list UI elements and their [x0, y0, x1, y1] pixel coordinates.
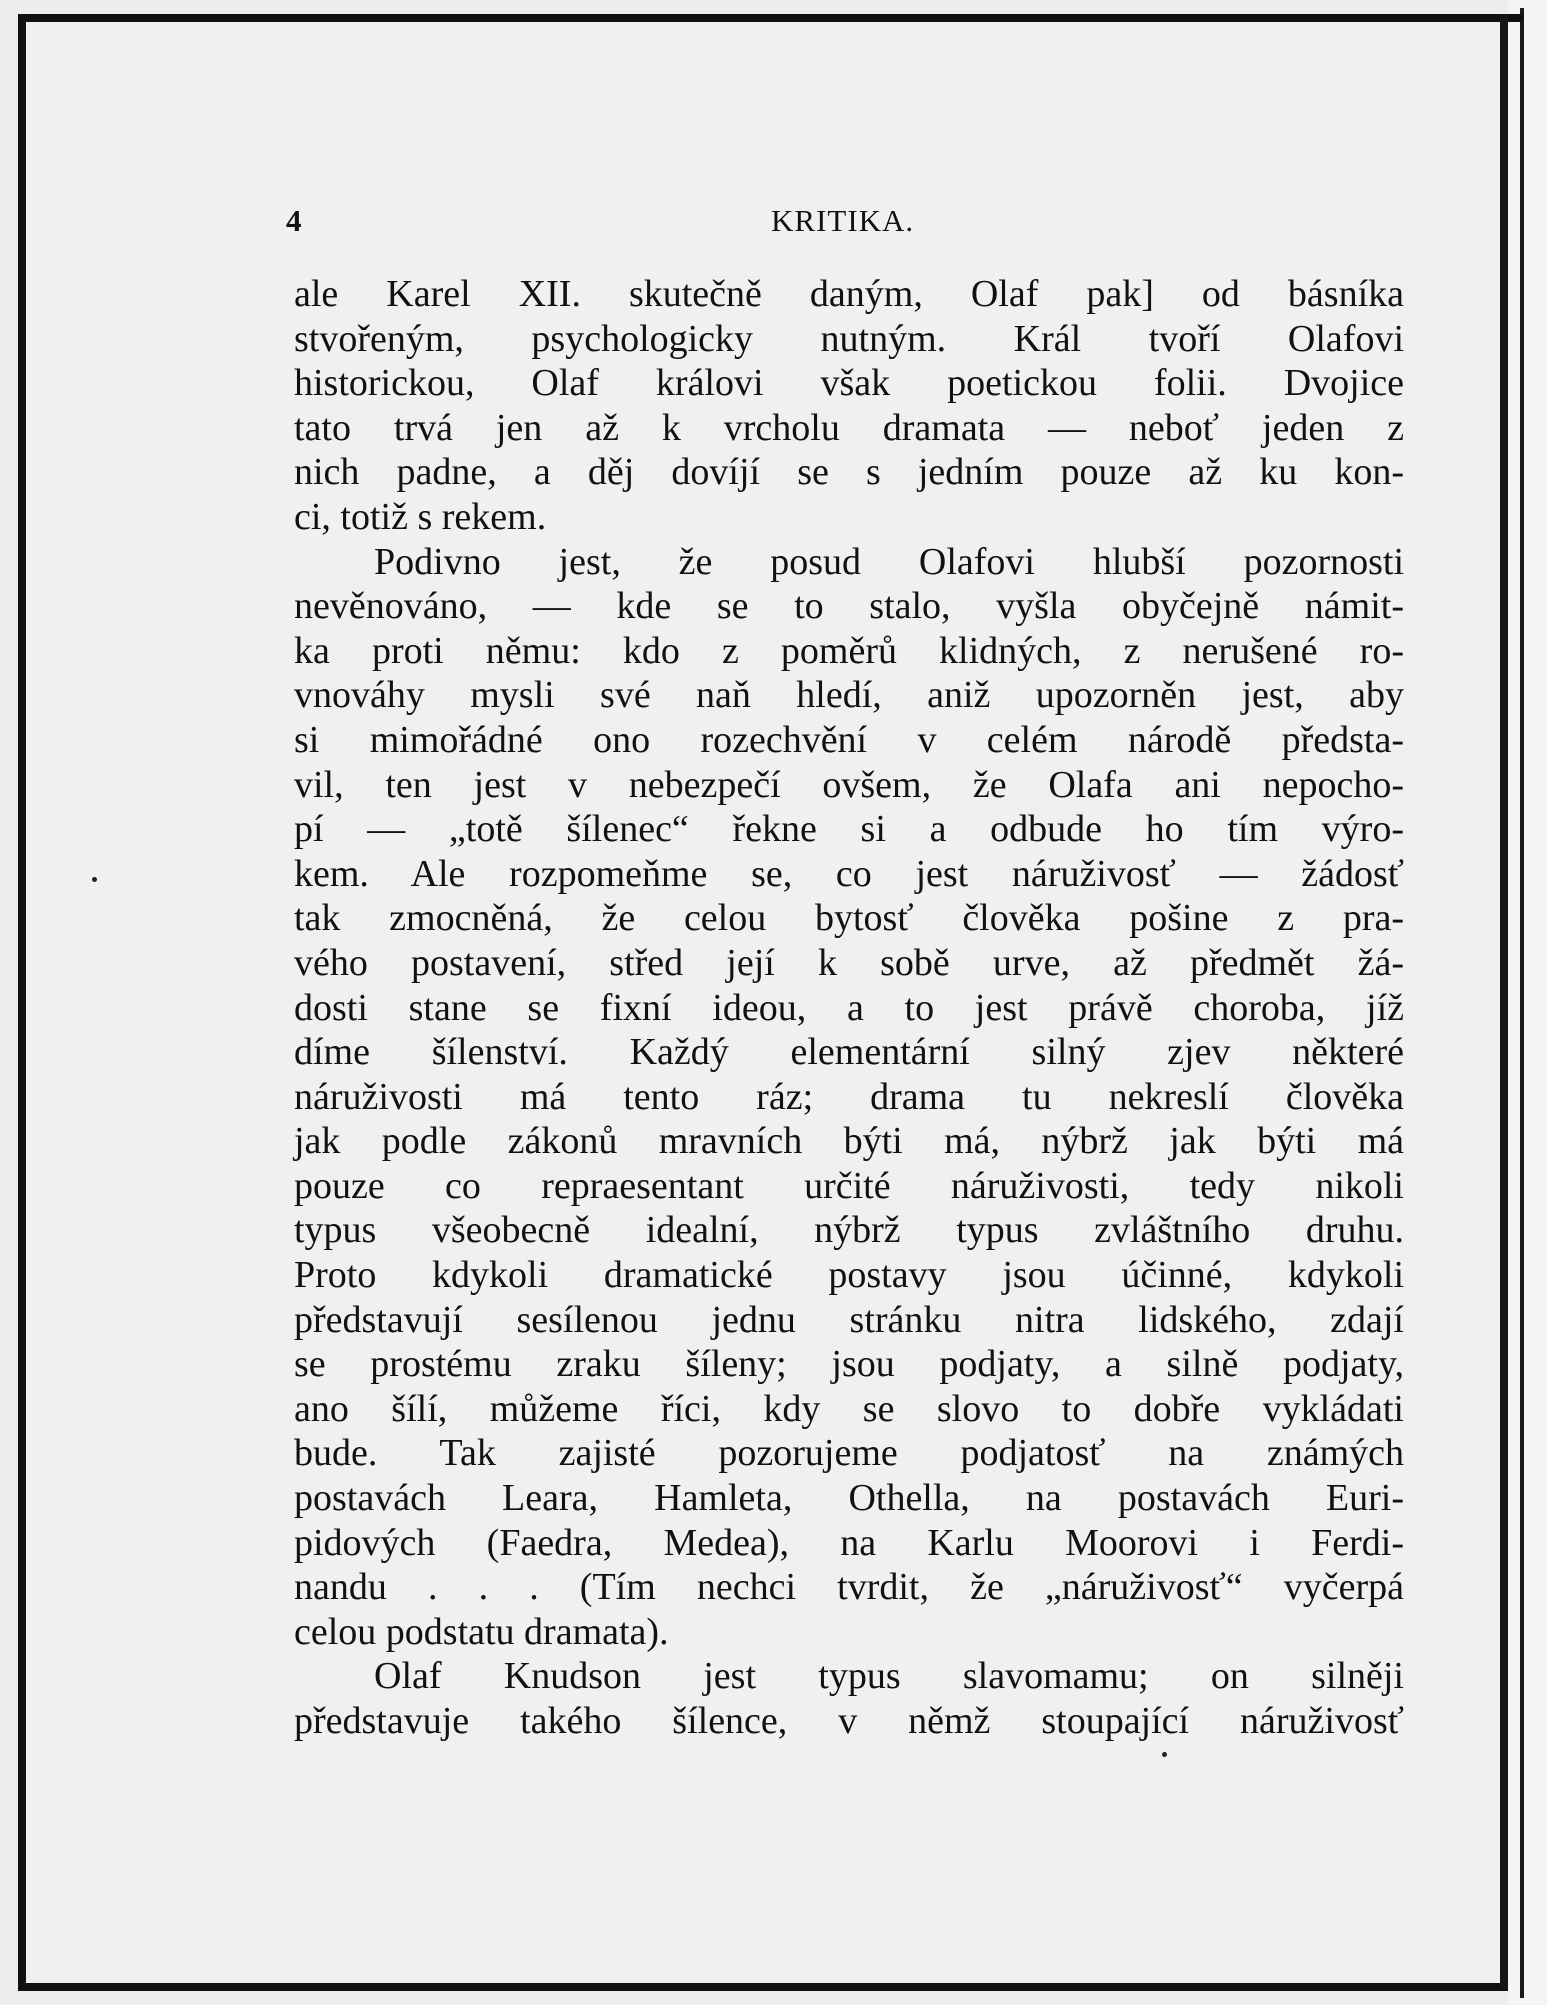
bottom-scan-border	[18, 1983, 1508, 1991]
ink-speck	[92, 877, 97, 882]
page-number: 4	[286, 203, 302, 238]
text-line: jak podle zákonů mravních býti má, nýbrž jak býti má	[294, 1120, 1404, 1163]
text-line: Proto kdykoli dramatické postavy jsou účinné, kdykoli	[294, 1254, 1404, 1297]
text-line: vnováhy mysli své naň hledí, aniž upozorněn jest, aby	[294, 674, 1404, 717]
text-line: tato trvá jen až k vrcholu dramata — neboť jeden z	[294, 406, 1404, 449]
text-line: představuje takého šílence, v němž stoupající náruživosť	[294, 1700, 1404, 1742]
text-line: pouze co repraesentant určité náruživosti, tedy nikoli	[294, 1164, 1404, 1207]
text-line: vil, ten jest v nebezpečí ovšem, že Olafa ani nepocho-	[294, 763, 1404, 806]
running-title: KRITIKA.	[771, 203, 915, 238]
text-line: pí — „totě šílenec“ řekne si a odbude ho tím výro-	[294, 808, 1404, 851]
text-line: dosti stane se fixní ideou, a to jest právě choroba, jíž	[294, 986, 1404, 1029]
text-line: bude. Tak zajisté pozorujeme podjatosť na známých	[294, 1432, 1404, 1475]
text-line: ci, totiž s rekem.	[294, 495, 547, 538]
left-scan-border	[18, 14, 26, 1989]
right-scan-border	[1500, 14, 1508, 1989]
text-line: typus všeobecně idealní, nýbrž typus zvláštního druhu.	[294, 1209, 1404, 1252]
text-line: vého postavení, střed její k sobě urve, až předmět žá-	[294, 941, 1404, 984]
text-line: nandu . . . (Tím nechci tvrdit, že „náruživosť“ vyčerpá	[294, 1566, 1404, 1609]
text-line: nich padne, a děj dovíjí se s jedním pouze až ku kon-	[294, 451, 1404, 494]
page-header	[26, 203, 1500, 243]
text-line: pidových (Faedra, Medea), na Karlu Moorovi i Ferdi-	[294, 1521, 1404, 1564]
text-line: stvořeným, psychologicky nutným. Král tvoří Olafovi	[294, 317, 1404, 360]
text-line: ale Karel XII. skutečně daným, Olaf pak] od básníka	[294, 273, 1404, 315]
ink-speck	[1162, 1752, 1167, 1757]
text-line: historickou, Olaf královi však poetickou folii. Dvojice	[294, 362, 1404, 405]
text-line: Podivno jest, že posud Olafovi hlubší pozornosti	[374, 540, 1404, 583]
text-line: celou podstatu dramata).	[294, 1610, 669, 1653]
text-line: tak zmocněná, že celou bytosť člověka pošine z pra-	[294, 897, 1404, 940]
text-line: se prostému zraku šíleny; jsou podjaty, a silně podjaty,	[294, 1343, 1404, 1386]
text-line: díme šílenství. Každý elementární silný zjev některé	[294, 1031, 1404, 1074]
text-line: ka proti němu: kdo z poměrů klidných, z nerušené ro-	[294, 629, 1404, 672]
book-page	[26, 22, 1500, 1983]
text-line: Olaf Knudson jest typus slavomamu; on silněji	[374, 1655, 1404, 1698]
text-line: si mimořádné ono rozechvění v celém národě předsta-	[294, 718, 1404, 761]
text-line: náruživosti má tento ráz; drama tu nekreslí člověka	[294, 1075, 1404, 1118]
right-margin-strip	[1508, 0, 1547, 2005]
right-edge-line	[1520, 8, 1524, 1998]
text-line: ano šílí, můžeme říci, kdy se slovo to dobře vykládati	[294, 1387, 1404, 1430]
text-line: nevěnováno, — kde se to stalo, vyšla obyčejně námit-	[294, 585, 1404, 628]
text-line: kem. Ale rozpomeňme se, co jest náruživosť — žádosť	[294, 852, 1404, 895]
text-line: postavách Leara, Hamleta, Othella, na postavách Euri-	[294, 1477, 1404, 1520]
text-line: představují sesílenou jednu stránku nitra lidského, zdají	[294, 1298, 1404, 1341]
body-text	[294, 272, 1404, 1744]
top-scan-border	[18, 14, 1523, 22]
